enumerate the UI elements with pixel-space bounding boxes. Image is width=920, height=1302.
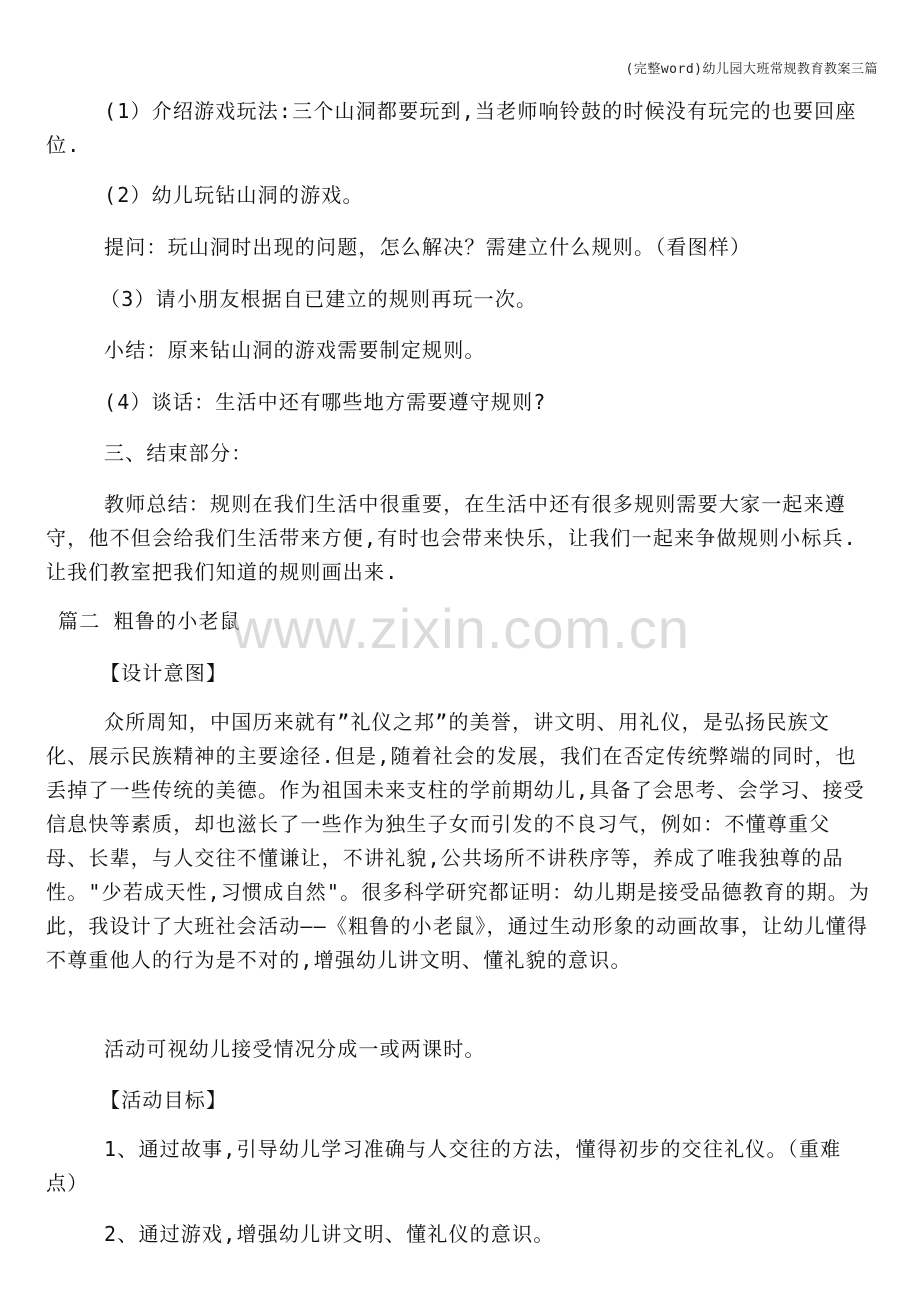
paragraph-lesson-time: 活动可视幼儿接受情况分成一或两课时。 bbox=[104, 1037, 486, 1061]
paragraph-design-intent: 众所周知，中国历来就有”礼仪之邦”的美誉，讲文明、用礼仪，是弘扬民族文化、展示民族精神的主要途径.但是,随着社会的发展，我们在否定传统弊端的同时，也丢掉了一些传统的美德。作为祖国未来支柱的学前期幼儿,具备了会思考、会学习、接受信息快等素质，却也滋长了一些作为独生子女而引发的不良习气，例如：不懂尊重父母、长辈，与人交往不懂谦让，不讲礼貌,公共场所不讲秩序等，养成了唯我独尊的品性。"少若成天性,习惯成自然"。很多科学研究都证明：幼儿期是接受品德教育的期。为此，我设计了大班社会活动——《粗鲁的小老鼠》，通过生动形象的动画故事，让幼儿懂得不尊重他人的行为是不对的,增强幼儿讲文明、懂礼貌的意识。 bbox=[46, 710, 871, 972]
paragraph-game-rules: (1）介绍游戏玩法:三个山洞都要玩到,当老师响铃鼓的时候没有玩完的也要回座位. bbox=[46, 99, 857, 157]
paragraph-teacher-summary: 教师总结：规则在我们生活中很重要，在生活中还有很多规则需要大家一起来遵守，他不但会给我们生活带来方便,有时也会带来快乐，让我们一起来争做规则小标兵.让我们教室把我们知道的规则画出来. bbox=[46, 492, 857, 584]
section-title-part-two: 篇二 粗鲁的小老鼠 bbox=[58, 609, 241, 633]
paragraph-play-game: (2）幼儿玩钻山洞的游戏。 bbox=[104, 183, 364, 207]
goal-item-2: 2、通过游戏,增强幼儿讲文明、懂礼仪的意识。 bbox=[104, 1222, 555, 1246]
page-header: (完整word)幼儿园大班常规教育教案三篇 bbox=[625, 62, 878, 77]
heading-design-intent: 【设计意图】 bbox=[100, 661, 228, 685]
paragraph-question: 提问：玩山洞时出现的问题，怎么解决？需建立什么规则。（看图样） bbox=[104, 235, 752, 259]
paragraph-play-again: （3）请小朋友根据自已建立的规则再玩一次。 bbox=[100, 287, 538, 311]
watermark: www.zixin.com.cn bbox=[232, 597, 690, 660]
section-heading-ending: 三、结束部分： bbox=[104, 441, 253, 465]
paragraph-summary: 小结：原来钻山洞的游戏需要制定规则。 bbox=[104, 338, 486, 362]
paragraph-talk: (4）谈话：生活中还有哪些地方需要遵守规则? bbox=[104, 390, 547, 414]
goal-item-1: 1、通过故事,引导幼儿学习准确与人交往的方法，懂得初步的交往礼仪。（重难点） bbox=[46, 1137, 842, 1195]
heading-activity-goals: 【活动目标】 bbox=[100, 1088, 228, 1112]
